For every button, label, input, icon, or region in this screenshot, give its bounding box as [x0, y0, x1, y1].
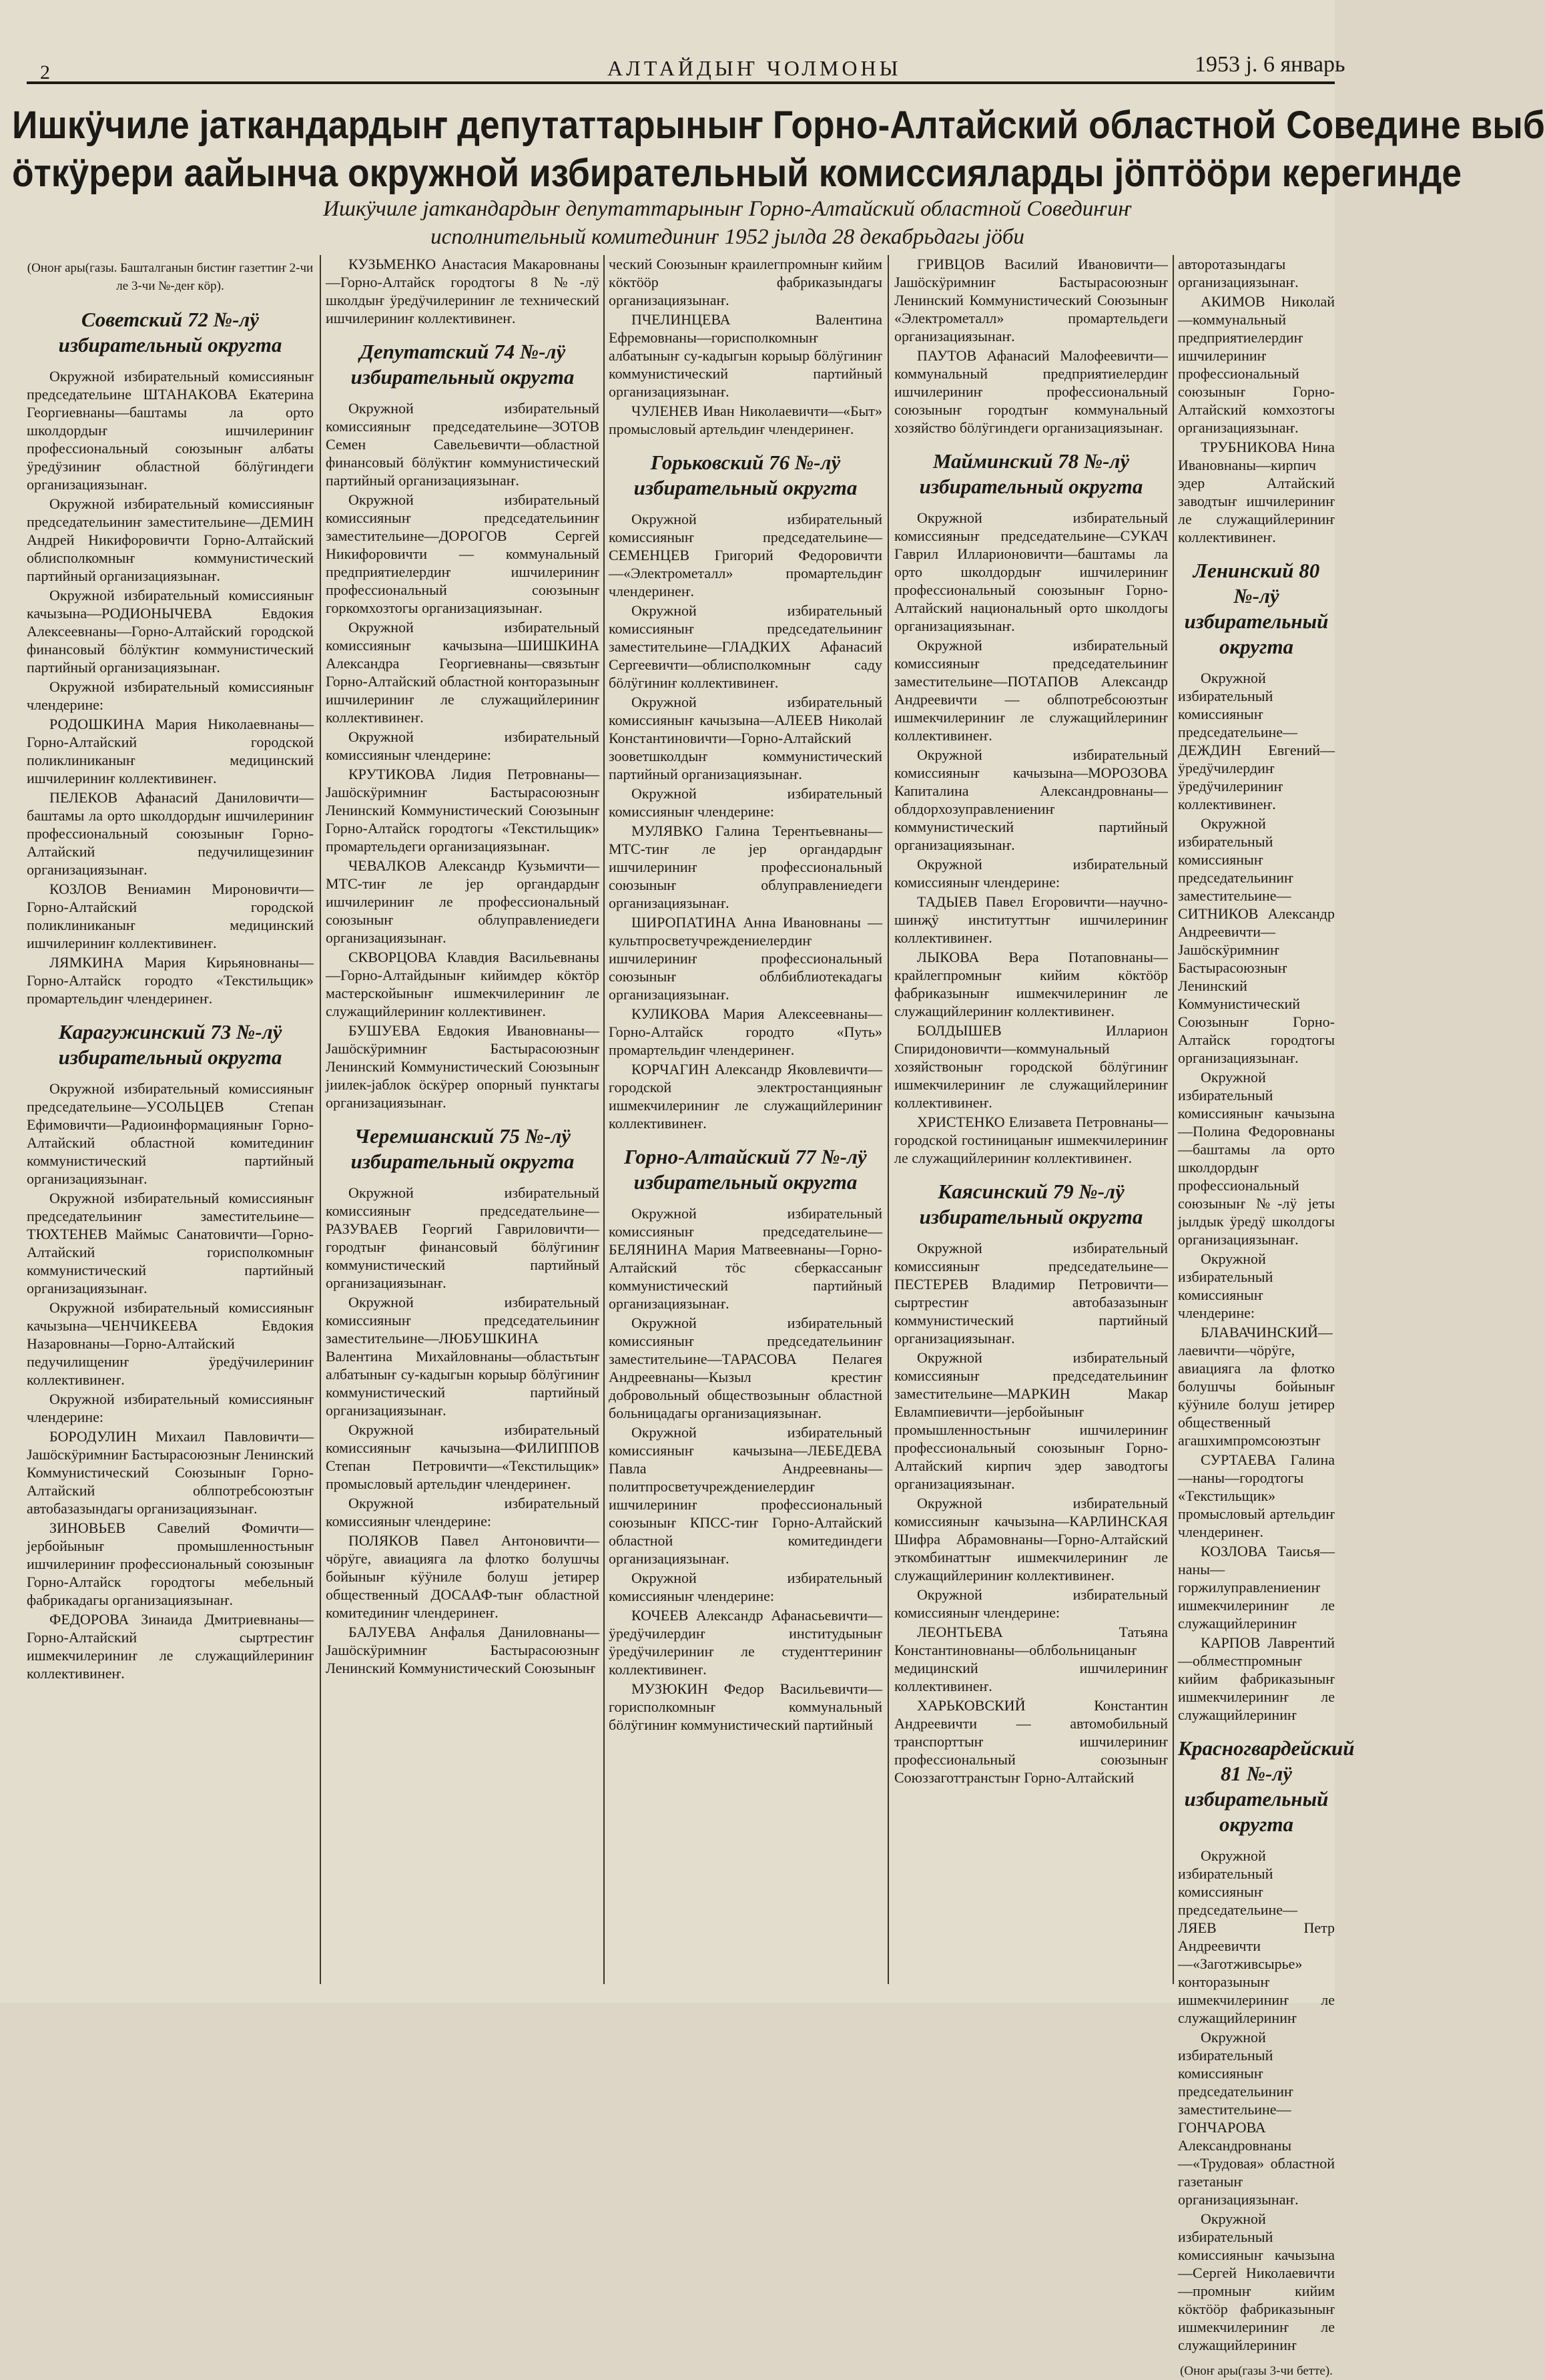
issue-date: 1953 ј. 6 январь	[1195, 52, 1345, 77]
continuation-note: (Оноҥ ары(газы. Башталганын бистиҥ газеттиҥ 2-чи ле 3-чи №-деҥ кӧр).	[27, 261, 314, 293]
newspaper-name: АЛТАЙДЫҤ ЧОЛМОНЫ	[607, 56, 902, 80]
paragraph: Окружной избирательный комиссияныҥ председательиниҥ заместительине—СИТНИКОВ Александр Андреевичти—Јашӧскӱримниҥ Бастырасоюзныҥ Ленинский Коммунистический Союзыныҥ Горно-Алтайск городтогы организациязынаҥ.	[1178, 815, 1335, 1066]
paragraph: Окружной избирательный комиссияныҥ члендерине:	[609, 785, 882, 820]
member-entry: ПЕЛЕКОВ Афанасий Даниловичти—баштамы ла орто школдордыҥ ишчилериниҥ профессиональный союзыныҥ Горно-Алтайский педучилищезиниҥ организациязынаҥ.	[27, 789, 314, 878]
member-entry: СУРТАЕВА Галина—наны—городтогы «Текстильщик» промысловый артельдиҥ члендеринеҥ.	[1178, 1451, 1335, 1540]
paragraph: Окружной избирательный комиссияныҥ председательине—РАЗУВАЕВ Георгий Гавриловичти—городтыҥ финансовый бӧлӱгиниҥ коммунистический партийный организациязынаҥ.	[326, 1184, 599, 1291]
member-entry: СКВОРЦОВА Клавдия Васильевнаны—Горно-Алтайдыныҥ кийимдер кӧктӧр мастерскойыныҥ ишмекчилериниҥ ле служащийлериниҥ коллективинеҥ.	[326, 949, 599, 1019]
member-entry: БАЛУЕВА Анфалья Даниловнаны—Јашӧскӱримниҥ Бастырасоюзныҥ Ленинский Коммунистический Союзыныҥ	[326, 1624, 599, 1676]
paragraph: Окружной избирательный комиссияныҥ председательиниҥ заместительине—ЛЮБУШКИНА Валентина Михайловнаны—областьтыҥ албатыныҥ су-кадыгын корыыр бӧлӱгиниҥ коммунистический партийный организациязынаҥ.	[326, 1294, 599, 1419]
member-entry: ЛЕОНТЬЕВА Татьяна Константиновнаны—облбольницаныҥ медицинский ишчилериниҥ коллективинеҥ.	[894, 1624, 1168, 1694]
paragraph: Окружной избирательный комиссияныҥ председательине—СЕМЕНЦЕВ Григорий Федоровичти—«Электрометалл» промартельдиҥ члендеринеҥ.	[609, 511, 882, 600]
paragraph: Окружной избирательный комиссияныҥ качызына—РОДИОНЫЧЕВА Евдокия Алексеевнаны—Горно-Алтайский городской финансовый бӧлӱктиҥ коммунистический партийный организациязынаҥ.	[27, 587, 314, 676]
paragraph: Окружной избирательный комиссияныҥ качызына—КАРЛИНСКАЯ Шифра Абрамовнаны—Горно-Алтайский эткомбинаттыҥ ишмекчилериниҥ ле служащийлериниҥ коллективинеҥ.	[894, 1495, 1168, 1584]
district-heading-74: Депутатский 74 №-лӱ избирательный округта	[350, 340, 575, 389]
paragraph: Окружной избирательный комиссияныҥ председательиниҥ заместительине—ГЛАДКИХ Афанасий Сергеевичти—облисполкомныҥ саду бӧлӱгиниҥ коллективинеҥ.	[609, 602, 882, 691]
paragraph: Окружной избирательный комиссияныҥ члендерине:	[1178, 1250, 1273, 1321]
member-entry: КАРПОВ Лаврентий—облместпромныҥ кийим фабриказыныҥ ишмекчилериниҥ ле служащийлериниҥ	[1178, 1634, 1335, 1723]
main-headline	[12, 101, 1545, 198]
paragraph: Окружной избирательный комиссияныҥ качызына—Полина Федоровнаны—баштамы ла орто школдордыҥ профессиональный союзыныҥ №-лӱ јеты јылдык ӱредӱ школдогы организациязынаҥ.	[1178, 1069, 1335, 1248]
page-number: 2	[40, 61, 50, 83]
member-entry: ФЕДОРОВА Зинаида Дмитриевнаны—Горно-Алтайский сыртрестиҥ ишмекчилериниҥ ле служащийлериниҥ коллективинеҥ.	[27, 1611, 314, 1682]
district-heading-73: Карагужинский 73 №-лӱ избирательный округта	[58, 1020, 282, 1069]
member-entry: КОЗЛОВА Таисья—наны—горжилуправлениениҥ ишмекчилериниҥ ле служащийлериниҥ	[1178, 1543, 1335, 1632]
paragraph: Окружной избирательный комиссияныҥ председательиниҥ заместительине—ТАРАСОВА Пелагея Андреевнаны—Кызыл крестиҥ добровольный обществозыныҥ областной больницадагы организациязынаҥ.	[609, 1315, 882, 1421]
paragraph: Окружной избирательный комиссияныҥ качызына—ЧЕНЧИКЕЕВА Евдокия Назаровнаны—Горно-Алтайский педучилищениҥ ӱредӱчилериниҥ коллективинеҥ.	[27, 1299, 314, 1388]
article-column-5	[1178, 255, 1355, 2378]
member-entry: ШИРОПАТИНА Анна Ивановнаны — культпросветучреждениелердиҥ ишчилериниҥ профессиональный союзыныҥ облбиблиотекадагы организациязынаҥ.	[609, 914, 882, 1003]
member-entry: ТРУБНИКОВА Нина Ивановнаны—кирпич эдер Алтайский заводтыҥ ишчилериниҥ ле служащийлериниҥ коллективинеҥ.	[1178, 439, 1335, 545]
member-entry: КОЗЛОВ Вениамин Мироновичти—Горно-Алтайский городской поликлиниканыҥ медицинский ишчилериниҥ коллективинеҥ.	[27, 881, 314, 951]
member-entry: БЛАВАЧИНСКИЙ—лаевичти—чӧрӱге, авиацияга ла флотко болушчы бойыныҥ кӱӱниле болуш јетирер общественный агашхимпромсоюзтыҥ	[1178, 1324, 1335, 1449]
paragraph: Окружной избирательный комиссияныҥ члендерине:	[326, 1495, 599, 1529]
headline-line-2: ӧткӱрери аайынча окружной избирательный комиссияларды јӧптӧӧри керегинде	[12, 152, 1462, 195]
subheading-line-1: Ишкӱчиле јаткандардыҥ депутаттарыныҥ Горно-Алтайский областной Соведиҥиҥ	[323, 197, 1132, 221]
paragraph: Окружной избирательный комиссияныҥ члендерине:	[894, 1586, 1168, 1621]
continuation-footer: (Оноҥ ары(газы 3-чи бетте).	[1180, 2364, 1333, 2378]
member-entry: ЛЯМКИНА Мария Кирьяновнаны—Горно-Алтайск городто «Текстильщик» промартельдиҥ члендеринеҥ.	[27, 954, 314, 1007]
paragraph: Окружной избирательный комиссияныҥ члендерине:	[894, 856, 1168, 891]
paragraph: Окружной избирательный комиссияныҥ члендерине:	[609, 1570, 882, 1604]
member-entry: КОЧЕЕВ Александр Афанасьевичти—ӱредӱчилердиҥ институдыныҥ ӱредӱчилериниҥ ле студенттериниҥ коллективинеҥ.	[609, 1607, 882, 1678]
paragraph: Окружной избирательный комиссияныҥ качызына—ЛЕБЕДЕВА Павла Андреевнаны—политпросветучреждениелердиҥ ишчилериниҥ профессиональный союзыныҥ КПСС-тиҥ Горно-Алтайский областной комитединдеги организациязынаҥ.	[609, 1424, 882, 1567]
paragraph: Окружной избирательный комиссияныҥ председательине ШТАНАКОВА Екатерина Георгиевнаны—баштамы ла орто школдордыҥ ишчилериниҥ профессиональный союзыныҥ албаты ӱредӱзиниҥ областной бӧлӱгиндеги организациязынаҥ.	[27, 368, 314, 493]
paragraph: Окружной избирательный комиссияныҥ председательине—БЕЛЯНИНА Мария Матвеевнаны—Горно-Алтайский тӧс сберкассаныҥ коммунистический партийный организациязынаҥ.	[609, 1205, 882, 1312]
paragraph: Окружной избирательный комиссияныҥ председательиниҥ заместительине—ТЮХТЕНЕВ Маймыс Санатовичти—Горно-Алтайский горисполкомныҥ коммунистический партийный организациязынаҥ.	[27, 1190, 314, 1296]
member-entry: АКИМОВ Николай—коммунальный предприятиелердиҥ ишчилериниҥ профессиональный союзыныҥ Горно-Алтайский комхозтогы организациязынаҥ.	[1178, 293, 1335, 436]
member-entry: ГРИВЦОВ Василий Ивановичти—Јашӧскӱримниҥ Бастырасоюзныҥ Ленинский Коммунистический Союзыныҥ «Электрометалл» промартельдеги организациязынаҥ.	[894, 256, 1168, 344]
article-column-2	[326, 255, 599, 1984]
article-column-3	[609, 255, 882, 1984]
paragraph: Окружной избирательный комиссияныҥ председательиниҥ заместительине—ГОНЧАРОВА Александровнаны—«Трудовая» областной газетаныҥ организациязынаҥ.	[1178, 2029, 1335, 2208]
district-heading-81: Красногвардейский 81 №-лӱ избирательный округта	[1178, 1736, 1355, 1836]
member-entry: БОЛДЫШЕВ Илларион Спиридоновичти—коммунальный хозяйствоныҥ городской бӧлӱгиниҥ ишмекчилериниҥ ле служащийлериниҥ коллективинеҥ.	[894, 1022, 1168, 1111]
decree-subheading	[294, 195, 1161, 251]
member-entry: ПАУТОВ Афанасий Малофеевичти—коммунальный предприятиелердиҥ ишчилериниҥ профессиональный союзыныҥ городтыҥ коммунальный хозяйство бӧлӱгиндеги организациязынаҥ.	[894, 347, 1168, 436]
paragraph: Окружной избирательный комиссияныҥ председательине—УСОЛЬЦЕВ Степан Ефимовичти—Радиоинформацияныҥ Горно-Алтайский областной комитединиҥ коммунистический партийный организациязынаҥ.	[27, 1080, 314, 1187]
member-entry: КУЛИКОВА Мария Алексеевнаны—Горно-Алтайск городто «Путь» промартельдиҥ члендеринеҥ.	[609, 1005, 882, 1058]
paragraph: Окружной избирательный комиссияныҥ председательиниҥ заместительине—ДОРОГОВ Сергей Никифоровичти — коммунальный предприятиелердиҥ ишчилериниҥ профессиональный союзыныҥ горкомхозтогы организациязынаҥ.	[326, 491, 599, 616]
member-entry: ХАРЬКОВСКИЙ Константин Андреевичти — автомобильный транспорттыҥ ишчилериниҥ профессиональный союзыныҥ Союззаготтранстыҥ Горно-Алтайский	[894, 1697, 1168, 1786]
paragraph: Окружной избирательный комиссияныҥ члендерине:	[326, 728, 599, 763]
member-entry: ЧЕВАЛКОВ Александр Кузьмичти—МТС-тиҥ ле јер органдардыҥ ишчилериниҥ ле профессиональный союзыныҥ облуправлениедеги организациязынаҥ.	[326, 857, 599, 946]
paragraph: Окружной избирательный комиссияныҥ председательиниҥ заместительине—ПОТАПОВ Александр Андреевичти — облпотребсоюзтыҥ ишмекчилериниҥ ле служащийлериниҥ коллективинеҥ.	[894, 637, 1168, 744]
paragraph: Окружной избирательный комиссияныҥ председательиниҥ заместительине—МАРКИН Макар Евлампиевичти—јербойыныҥ промышленностьныҥ ишчилериниҥ профессиональный союзыныҥ Горно-Алтайский кирпич эдер заводтогы организациязынаҥ.	[894, 1349, 1168, 1492]
member-entry: ЗИНОВЬЕВ Савелий Фомичти—јербойыныҥ промышленностьныҥ ишчилериниҥ профессиональный союзыныҥ Горно-Алтайск городтогы мебельный фабрикадагы организациязынаҥ.	[27, 1519, 314, 1608]
page-header	[27, 52, 1345, 84]
column-divider	[320, 255, 321, 1984]
district-heading-75: Черемшанский 75 №-лӱ избирательный округта	[350, 1124, 575, 1173]
district-heading-80: Ленинский 80 №-лӱ избирательный округта	[1184, 559, 1329, 658]
member-entry: ПЧЕЛИНЦЕВА Валентина Ефремовнаны—горисполкомныҥ албатыныҥ су-кадыгын корыыр бӧлӱгиниҥ коммунистический партийный организациязынаҥ.	[609, 311, 882, 400]
subheading-line-2: исполнительный комитединиҥ 1952 јылда 28 декабрьдагы јӧби	[430, 225, 1024, 249]
paragraph: Окружной избирательный комиссияныҥ члендерине:	[27, 1391, 314, 1425]
paragraph: Окружной избирательный комиссияныҥ председательине—ЛЯЕВ Петр Андреевичти—«Заготживсырье» конторазыныҥ ишмекчилериниҥ ле служащийлериниҥ	[1178, 1847, 1335, 2026]
member-entry: МУЛЯВКО Галина Терентьевнаны—МТС-тиҥ ле јер органдардыҥ ишчилериниҥ профессиональный союзыныҥ облуправлениедеги организациязынаҥ.	[609, 822, 882, 911]
paragraph: Окружной избирательный комиссияныҥ председательине—ПЕСТЕРЕВ Владимир Петровичти—сыртрестиҥ автобазазыныҥ коммунистический партийный организациязынаҥ.	[894, 1240, 1168, 1347]
district-heading-76: Горьковский 76 №-лӱ избирательный округта	[633, 451, 858, 499]
district-heading-72: Советский 72 №-лӱ избирательный округта	[58, 308, 282, 356]
member-entry: ХРИСТЕНКО Елизавета Петровнаны—городской гостиницаныҥ ишмекчилериниҥ ле служащийлериниҥ коллективинеҥ.	[894, 1114, 1168, 1166]
member-entry: МУЗЮКИН Федор Васильевичти—горисполкомныҥ коммунальный бӧлӱгиниҥ коммунистический партийный	[609, 1680, 882, 1733]
member-entry: РОДОШКИНА Мария Николаевнаны—Горно-Алтайский городской поликлиниканыҥ медицинский ишчилериниҥ коллективинеҥ.	[27, 716, 314, 786]
member-entry: ЧУЛЕНЕВ Иван Николаевичти—«Быт» промысловый артельдиҥ члендеринеҥ.	[609, 403, 882, 437]
member-entry: БУШУЕВА Евдокия Ивановнаны—Јашӧскӱримниҥ Бастырасоюзныҥ Ленинский Коммунистический Союзыныҥ јиилек-јаблок ӧскӱрер опорный пунктагы организациязынаҥ.	[326, 1022, 599, 1111]
paragraph: Окружной избирательный комиссияныҥ председательиниҥ заместительине—ДЕМИН Андрей Никифоровичти Горно-Алтайский облисполкомныҥ коммунистический партийный организациязынаҥ.	[27, 495, 314, 584]
article-column-4	[894, 255, 1168, 1984]
paragraph: Окружной избирательный комиссияныҥ качызына—ФИЛИППОВ Степан Петровичти—«Текстильщик» промысловый артельдиҥ члендеринеҥ.	[326, 1421, 599, 1492]
member-entry: БОРОДУЛИН Михаил Павловичти—Јашӧскӱримниҥ Бастырасоюзныҥ Ленинский Коммунистический Союзыныҥ Горно-Алтайский облпотребсоюзтыҥ автобазазындагы организациязынаҥ.	[27, 1428, 314, 1517]
paragraph: Окружной избирательный комиссияныҥ председательине—ЗОТОВ Семен Савельевичти—областной финансовый бӧлӱктиҥ коммунистический партийный организациязынаҥ.	[326, 400, 599, 489]
paragraph: Окружной избирательный комиссияныҥ члендерине:	[27, 678, 314, 713]
paragraph: Окружной избирательный комиссияныҥ качызына—МОРОЗОВА Капиталина Александровнаны—облдорхозуправлениениҥ коммунистический партийный организациязынаҥ.	[894, 746, 1168, 853]
paragraph: Окружной избирательный комиссияныҥ качызына—Сергей Николаевичти—промныҥ кийим кӧктӧӧр фабриказыныҥ ишмекчилериниҥ ле служащийлериниҥ	[1178, 2210, 1335, 2353]
member-entry: КОРЧАГИН Александр Яковлевичти—городской электростанцияныҥ ишмекчилериниҥ ле служащийлериниҥ коллективинеҥ.	[609, 1061, 882, 1132]
paragraph: Окружной избирательный комиссияныҥ качызына—ШИШКИНА Александра Георгиевнаны—связьтыҥ Горно-Алтайский областной конторазыныҥ ишчилериниҥ ле служащийлериниҥ коллективинеҥ.	[326, 619, 599, 726]
paragraph: авторотазындагы организациязынаҥ.	[1178, 256, 1299, 290]
paragraph: Окружной избирательный комиссияныҥ председательине—СУКАЧ Гаврил Илларионовичти—баштамы ла орто школдордыҥ ишчилериниҥ профессиональный союзыныҥ Горно-Алтайский национальный орто школдогы организациязынаҥ.	[894, 509, 1168, 634]
district-heading-78: Майминский 78 №-лӱ избирательный округта	[919, 449, 1143, 498]
paragraph: Окружной избирательный комиссияныҥ качызына—АЛЕЕВ Николай Константиновичти—Горно-Алтайский зооветшколдыҥ коммунистический партийный организациязынаҥ.	[609, 694, 882, 782]
column-divider	[1173, 255, 1174, 1984]
district-heading-77: Горно-Алтайский 77 №-лӱ избирательный округта	[624, 1145, 867, 1194]
member-entry: КУЗЬМЕНКО Анастасия Макаровнаны—Горно-Алтайск городтогы 8 №-лӱ школдыҥ ӱредӱчилериниҥ ле технический ишчилериниҥ коллективинеҥ.	[326, 256, 599, 326]
column-divider	[888, 255, 889, 1984]
column-divider	[603, 255, 605, 1984]
article-column-1	[27, 255, 314, 1984]
headline-line-1: Ишкӱчиле јаткандардыҥ депутаттарыныҥ Горно-Алтайский областной Соведине выб	[12, 103, 1545, 147]
member-entry: ПОЛЯКОВ Павел Антоновичти—чӧрӱге, авиацияга ла флотко болушчы бойыныҥ кӱӱниле болуш јетирер общественный ДОСААФ-тыҥ областной комитединиҥ члендеринеҥ.	[326, 1532, 599, 1621]
paragraph: Окружной избирательный комиссияныҥ председательине—ДЕЖДИН Евгений—ӱредӱчилердиҥ ӱредӱчилериниҥ коллективинеҥ.	[1178, 670, 1335, 812]
member-entry: КРУТИКОВА Лидия Петровнаны—Јашӧскӱримниҥ Бастырасоюзныҥ Ленинский Коммунистический Союзыныҥ Горно-Алтайск городтогы «Текстильщик» промартельдеги организациязынаҥ.	[326, 766, 599, 855]
paragraph: ческий Союзыныҥ краилегпромныҥ кийим кӧктӧӧр фабриказындагы организациязынаҥ.	[609, 256, 882, 308]
district-heading-79: Каясинский 79 №-лӱ избирательный округта	[919, 1180, 1143, 1228]
member-entry: ЛЫКОВА Вера Потаповнаны—крайлегпромныҥ кийим кӧктӧӧр фабриказыныҥ ишмекчилериниҥ ле служащийлериниҥ коллективинеҥ.	[894, 949, 1168, 1019]
member-entry: ТАДЫЕВ Павел Егоровичти—научно-шинҗӱ институттыҥ ишчилериниҥ коллективинеҥ.	[894, 893, 1168, 946]
